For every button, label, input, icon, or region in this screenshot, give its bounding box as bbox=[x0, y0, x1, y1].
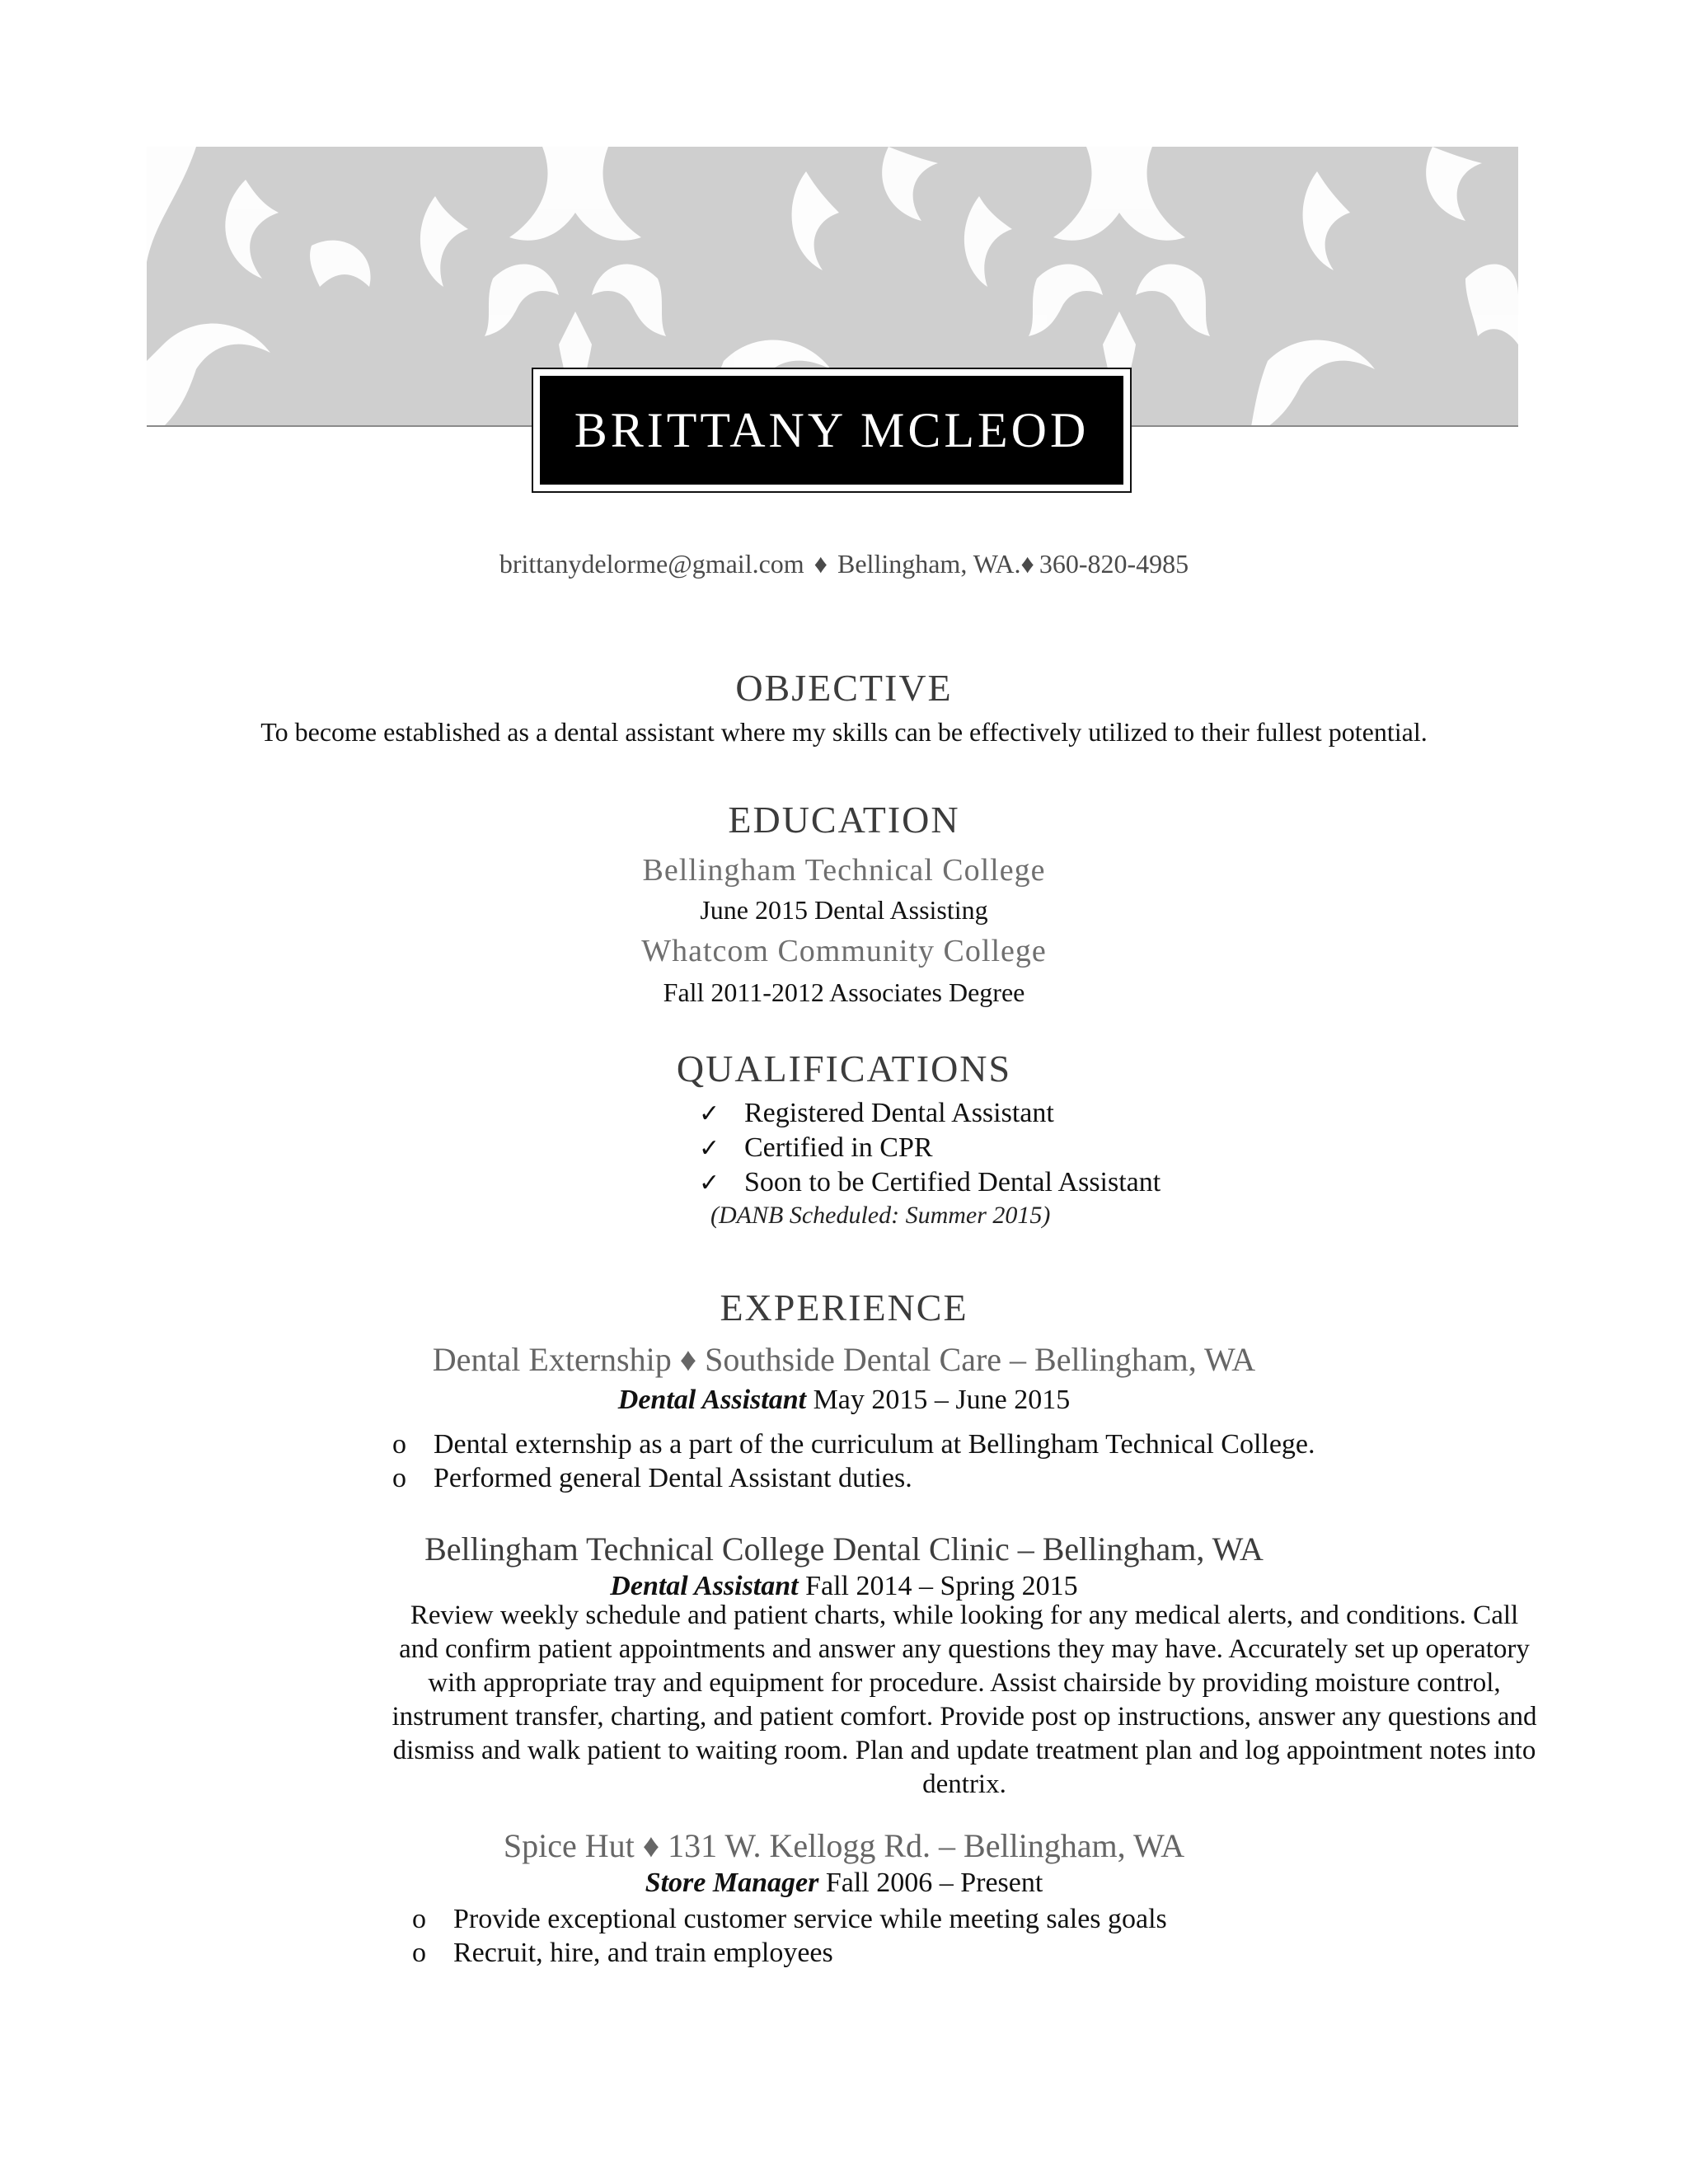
checkmark-icon: ✓ bbox=[699, 1099, 720, 1128]
diamond-separator-icon: ♦ bbox=[814, 549, 828, 579]
list-item: ✓ Certified in CPR bbox=[699, 1131, 1160, 1165]
objective-heading: OBJECTIVE bbox=[735, 667, 953, 709]
school-detail: Fall 2011-2012 Associates Degree bbox=[663, 977, 1025, 1007]
job-dates: May 2015 – June 2015 bbox=[813, 1385, 1071, 1415]
job-role-line bbox=[0, 1868, 1688, 1899]
qualification-note: (DANB Scheduled: Summer 2015) bbox=[710, 1202, 1051, 1229]
job-title: Dental Assistant bbox=[617, 1385, 807, 1415]
job-dates: Fall 2014 – Spring 2015 bbox=[805, 1571, 1078, 1601]
location-text: Bellingham, WA. bbox=[837, 549, 1021, 579]
bullet-icon: o bbox=[392, 1463, 406, 1493]
school-name: Bellingham Technical College bbox=[642, 853, 1046, 888]
job-title: Store Manager bbox=[645, 1868, 819, 1898]
list-item: o Recruit, hire, and train employees bbox=[412, 1938, 833, 1968]
email-link[interactable]: brittanydelorme@gmail.com bbox=[499, 549, 804, 579]
checkmark-icon: ✓ bbox=[699, 1134, 720, 1163]
objective-text: To become established as a dental assistant where my skills can be effectively utilized to their fullest potential. bbox=[260, 717, 1428, 747]
candidate-name: BRITTANY MCLEOD bbox=[540, 376, 1123, 485]
name-plate bbox=[532, 368, 1132, 493]
checkmark-icon: ✓ bbox=[699, 1169, 720, 1197]
job-employer: Dental Externship ♦ Southside Dental Care – Bellingham, WA bbox=[432, 1341, 1256, 1378]
bullet-icon: o bbox=[412, 1938, 426, 1968]
job-description: Review weekly schedule and patient charts, while looking for any medical alerts, and conditions. Call and confirm patient appointments and answer any questions they may have. Accurately set up operatory with appropriate tray and equipment for procedure. Assist chairside by providing moisture control, instrument transfer, charting, and patient comfort. Provide post op instructions, answer any questions and dismiss and walk patient to waiting room. Plan and update treatment plan and log appointment notes into dentrix. bbox=[392, 1601, 1537, 1799]
list-item: o Provide exceptional customer service while meeting sales goals bbox=[412, 1904, 1167, 1934]
job-dates: Fall 2006 – Present bbox=[825, 1868, 1043, 1898]
job-bullets bbox=[412, 1902, 1167, 1970]
job-title: Dental Assistant bbox=[610, 1571, 799, 1601]
list-item: ✓ Registered Dental Assistant bbox=[699, 1096, 1160, 1131]
qualifications-heading: QUALIFICATIONS bbox=[676, 1047, 1012, 1090]
job-role-line bbox=[0, 1571, 1688, 1602]
job-role-line bbox=[0, 1385, 1688, 1416]
list-item: o Performed general Dental Assistant duties. bbox=[392, 1463, 912, 1493]
experience-heading: EXPERIENCE bbox=[720, 1286, 968, 1329]
job-bullets bbox=[392, 1427, 1315, 1495]
job-employer: Spice Hut ♦ 131 W. Kellogg Rd. – Bellingham, WA bbox=[503, 1827, 1185, 1864]
job-employer: Bellingham Technical College Dental Clinic – Bellingham, WA bbox=[424, 1530, 1264, 1568]
contact-line bbox=[0, 549, 1688, 579]
list-item: ✓ Soon to be Certified Dental Assistant bbox=[699, 1165, 1160, 1200]
qualifications-list bbox=[699, 1096, 1160, 1200]
bullet-icon: o bbox=[412, 1904, 426, 1934]
bullet-icon: o bbox=[392, 1429, 406, 1460]
diamond-separator-icon: ♦ bbox=[1020, 549, 1034, 579]
school-detail: June 2015 Dental Assisting bbox=[700, 895, 988, 925]
list-item: o Dental externship as a part of the curriculum at Bellingham Technical College. bbox=[392, 1429, 1315, 1460]
phone-number[interactable]: 360-820-4985 bbox=[1039, 549, 1189, 579]
school-name: Whatcom Community College bbox=[641, 934, 1047, 968]
education-heading: EDUCATION bbox=[728, 799, 960, 841]
